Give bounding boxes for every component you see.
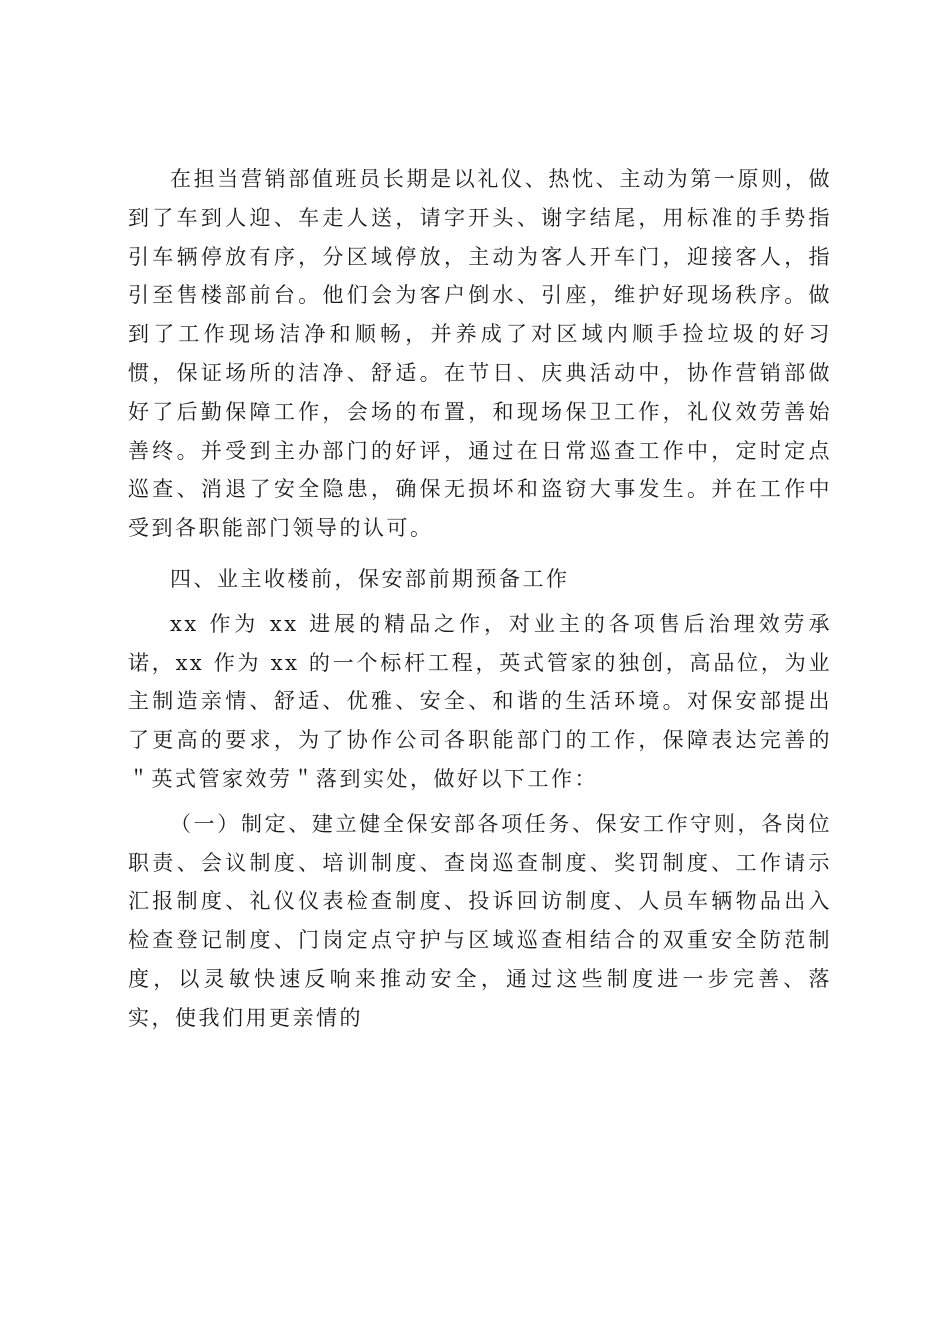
section-heading-pre-handover: 四、业主收楼前，保安部前期预备工作 xyxy=(170,566,570,591)
paragraph-duty-service: 在担当营销部值班员长期是以礼仪、热忱、主动为第一原则，做到了车到人迎、车走人送，请字开头、谢字结尾，用标准的手势指引车辆停放有序，分区域停放，主动为客人开车门，迎接客人，指引至售楼部前台。他们会为客户倒水、引座，维护好现场秩序。做到了工作现场洁净和顺畅，并养成了对区域内顺手捡垃圾的好习惯，保证场所的洁净、舒适。在节日、庆典活动中，协作营销部做好了后勤保障工作，会场的布置，和现场保卫工作，礼仪效劳善始善终。并受到主办部门的好评，通过在日常巡查工作中，定时定点巡查、消退了安全隐患，确保无损坏和盗窃大事发生。并在工作中受到各职能部门领导的认可。 xyxy=(128,167,832,541)
paragraph-butler-service: xx 作为 xx 进展的精品之作，对业主的各项售后治理效劳承诺，xx 作为 xx 的一个标杆工程，英式管家的独创，高品位，为业主制造亲情、舒适、优雅、安全、和谐的生活环境。对保安部提出了更高的要求，为了协作公司各职能部门的工作，保障表达完善的＂英式管家效劳＂落到实处，做好以下工作： xyxy=(128,611,832,791)
paragraph-rules-system: （一）制定、建立健全保安部各项任务、保安工作守则，各岗位职责、会议制度、培训制度、查岗巡查制度、奖罚制度、工作请示汇报制度、礼仪仪表检查制度、投诉回访制度、人员车辆物品出入检查登记制度、门岗定点守护与区域巡查相结合的双重安全防范制度，以灵敏快速反响来推动安全，通过这些制度进一步完善、落实，使我们用更亲情的 xyxy=(128,811,832,1030)
document-body xyxy=(128,160,832,1038)
